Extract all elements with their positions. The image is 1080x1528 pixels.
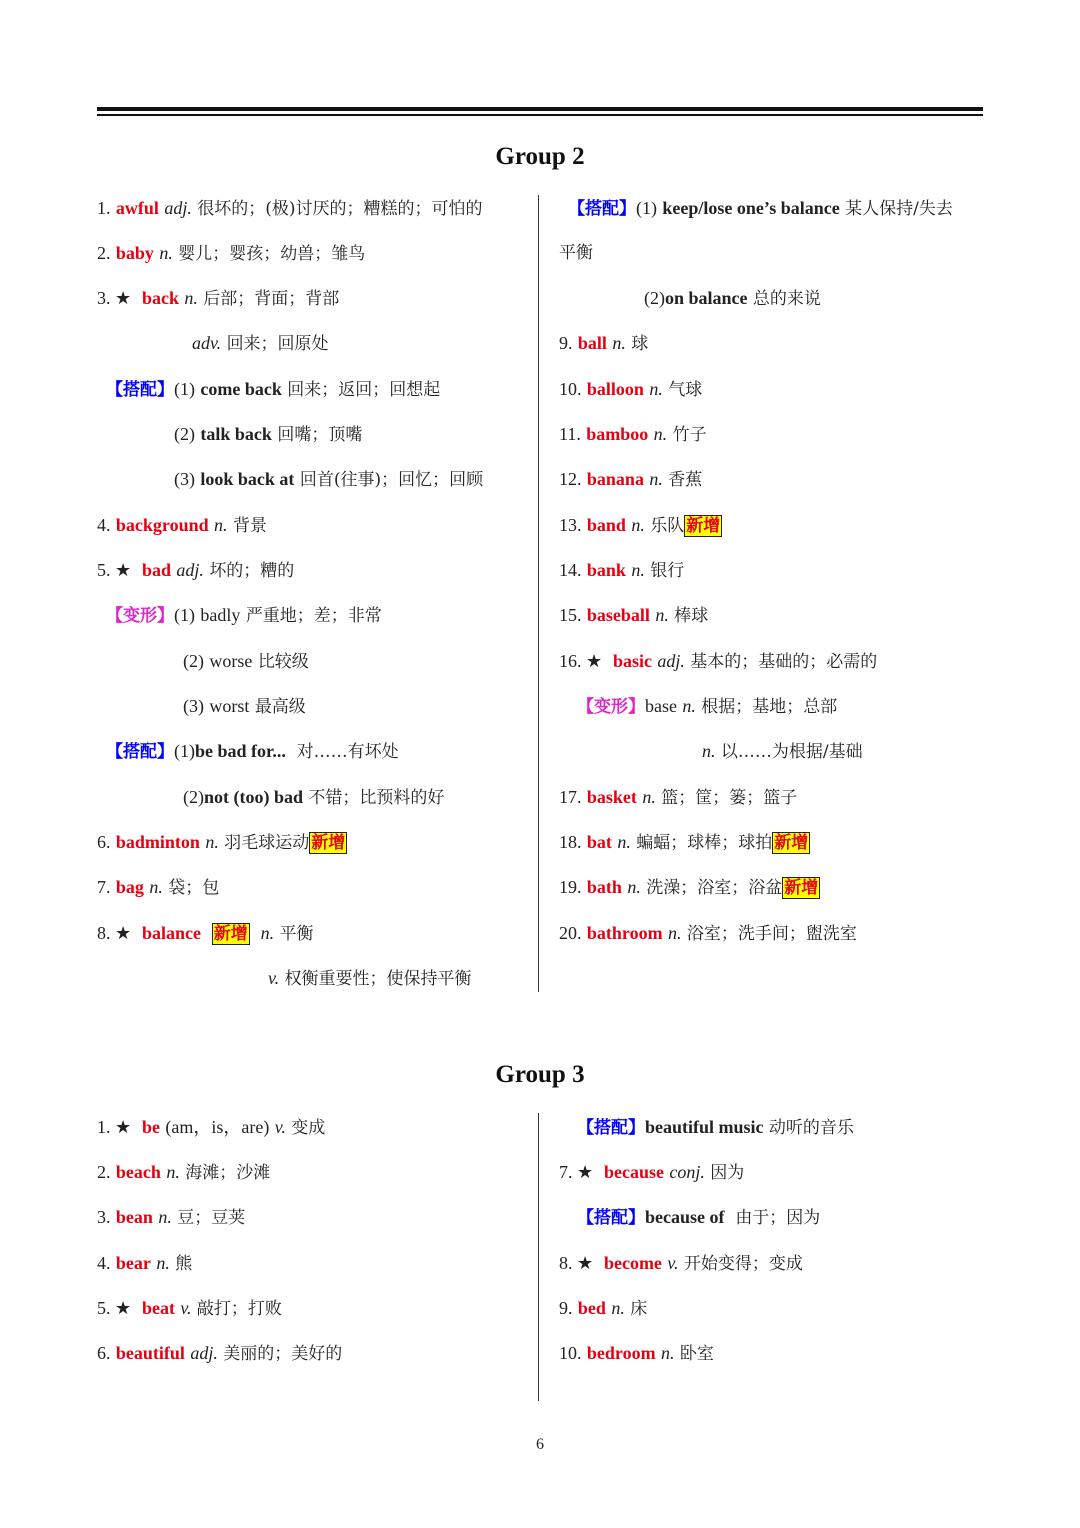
entry-bed: 9. bed n. 床 bbox=[559, 1298, 648, 1319]
group3-column-divider bbox=[538, 1113, 539, 1401]
new-badge: 新增 bbox=[784, 878, 819, 898]
new-badge: 新增 bbox=[686, 516, 721, 536]
entry-baseball: 15. baseball n. 棒球 bbox=[559, 605, 709, 626]
collocation-on-balance: (2)on balance 总的来说 bbox=[644, 288, 821, 309]
new-badge: 新增 bbox=[311, 833, 346, 853]
group2-title: Group 2 bbox=[495, 143, 585, 170]
entry-bamboo: 11. bamboo n. 竹子 bbox=[559, 424, 707, 445]
entry-bat: 18. bat n. 蝙蝠；球棒；球拍 新增 bbox=[559, 832, 809, 853]
entry-baby: 2. baby n. 婴儿；婴孩；幼兽；雏鸟 bbox=[97, 243, 366, 264]
collocation-be-bad-for: 【搭配】(1)be bad for... 对……有坏处 bbox=[106, 741, 399, 762]
collocation-talk-back: (2) talk back 回嘴；顶嘴 bbox=[174, 424, 363, 445]
header-rule-thin bbox=[97, 114, 983, 116]
variant-worse: (2) worse 比较级 bbox=[183, 651, 309, 672]
variant-base-sense2: n. 以……为根据/基础 bbox=[702, 741, 863, 762]
entry-become: 8. ★ become v. 开始变得；变成 bbox=[559, 1253, 803, 1274]
entry-bank: 14. bank n. 银行 bbox=[559, 560, 685, 581]
entry-back: 3. ★ back n. 后部；背面；背部 bbox=[97, 288, 340, 309]
entry-bathroom: 20. bathroom n. 浴室；洗手间；盥洗室 bbox=[559, 923, 857, 944]
entry-beautiful: 6. beautiful adj. 美丽的；美好的 bbox=[97, 1343, 343, 1364]
entry-bath: 19. bath n. 洗澡；浴室；浴盆 新增 bbox=[559, 877, 819, 898]
new-badge: 新增 bbox=[213, 924, 248, 944]
group2-column-divider bbox=[538, 195, 539, 992]
entry-basic: 16. ★ basic adj. 基本的；基础的；必需的 bbox=[559, 651, 878, 672]
entry-because: 7. ★ because conj. 因为 bbox=[559, 1162, 745, 1183]
entry-bean: 3. bean n. 豆；豆荚 bbox=[97, 1207, 246, 1228]
variant-worst: (3) worst 最高级 bbox=[183, 696, 306, 717]
collocation-because-of: 【搭配】because of 由于；因为 bbox=[577, 1207, 821, 1228]
header-rule-thick bbox=[97, 107, 983, 111]
entry-back-adv: adv. 回来；回原处 bbox=[192, 333, 329, 354]
collocation-keep-lose-balance-cont: 平衡 bbox=[559, 243, 593, 263]
entry-balance-verb: v. 权衡重要性；使保持平衡 bbox=[268, 968, 472, 989]
variant-base: 【变形】base n. 根据；基地；总部 bbox=[577, 696, 838, 717]
entry-background: 4. background n. 背景 bbox=[97, 515, 267, 536]
collocation-beautiful-music: 【搭配】beautiful music 动听的音乐 bbox=[577, 1117, 854, 1138]
entry-beat: 5. ★ beat v. 敲打；打败 bbox=[97, 1298, 282, 1319]
entry-balloon: 10. balloon n. 气球 bbox=[559, 379, 703, 400]
entry-band: 13. band n. 乐队 新增 bbox=[559, 515, 721, 536]
group3-title: Group 3 bbox=[495, 1061, 585, 1088]
entry-bag: 7. bag n. 袋；包 bbox=[97, 877, 220, 898]
entry-basket: 17. basket n. 篮；筐；篓；篮子 bbox=[559, 787, 798, 808]
collocation-come-back: 【搭配】(1) come back 回来；返回；回想起 bbox=[106, 379, 441, 400]
entry-awful: 1. awful adj. 很坏的；(极)讨厌的；糟糕的；可怕的 bbox=[97, 198, 483, 219]
entry-bear: 4. bear n. 熊 bbox=[97, 1253, 193, 1274]
entry-bedroom: 10. bedroom n. 卧室 bbox=[559, 1343, 714, 1364]
collocation-keep-lose-balance: 【搭配】(1) keep/lose one’s balance 某人保持/失去 bbox=[568, 198, 953, 219]
entry-banana: 12. banana n. 香蕉 bbox=[559, 469, 703, 490]
page-number: 6 bbox=[536, 1436, 544, 1453]
entry-ball: 9. ball n. 球 bbox=[559, 333, 649, 354]
entry-balance: 8. ★ balance 新增 n. 平衡 bbox=[97, 923, 314, 944]
collocation-not-too-bad: (2)not (too) bad 不错；比预料的好 bbox=[183, 787, 445, 808]
entry-badminton: 6. badminton n. 羽毛球运动 新增 bbox=[97, 832, 346, 853]
new-badge: 新增 bbox=[774, 833, 809, 853]
collocation-look-back-at: (3) look back at 回首(往事)；回忆；回顾 bbox=[174, 469, 484, 490]
entry-be: 1. ★ be (am，is，are) v. 变成 bbox=[97, 1117, 326, 1138]
entry-bad: 5. ★ bad adj. 坏的；糟的 bbox=[97, 560, 295, 581]
variant-badly: 【变形】(1) badly 严重地；差；非常 bbox=[106, 605, 382, 626]
entry-beach: 2. beach n. 海滩；沙滩 bbox=[97, 1162, 271, 1183]
